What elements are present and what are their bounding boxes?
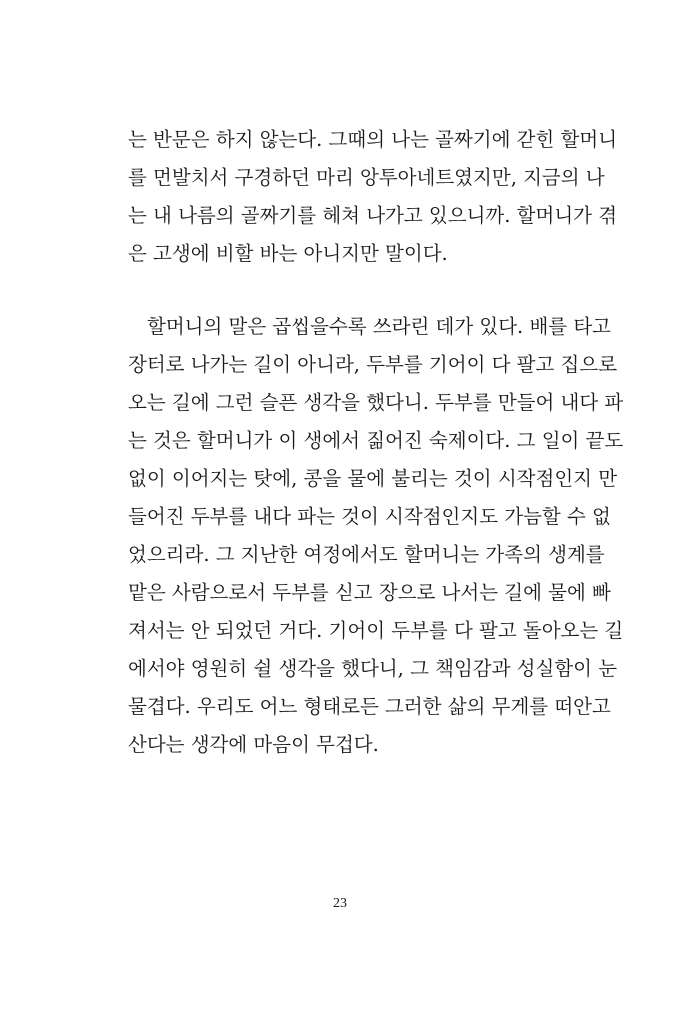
text-line: 져서는 안 되었던 거다. 기어이 두부를 다 팔고 돌아오는 길: [128, 619, 624, 642]
text-line: 없이 이어지는 탓에, 콩을 물에 불리는 것이 시작점인지 만: [128, 467, 618, 490]
text-line: 물겹다. 우리도 어느 형태로든 그러한 삶의 무게를 떠안고: [128, 695, 611, 718]
paragraph-2: [128, 308, 624, 764]
page-number: 23: [333, 896, 347, 911]
text-line: 장터로 나가는 길이 아니라, 두부를 기어이 다 팔고 집으로: [128, 353, 618, 376]
text-line: 산다는 생각에 마음이 무겁다.: [128, 733, 379, 756]
text-line: 를 먼발치서 구경하던 마리 앙투아네트였지만, 지금의 나: [128, 166, 605, 189]
text-line: 었으리라. 그 지난한 여정에서도 할머니는 가족의 생계를: [128, 543, 605, 566]
text-line: 는 반문은 하지 않는다. 그때의 나는 골짜기에 갇힌 할머니: [128, 128, 618, 151]
text-line: 오는 길에 그런 슬픈 생각을 했다니. 두부를 만들어 내다 파: [128, 391, 624, 414]
text-line: 에서야 영원히 쉴 생각을 했다니, 그 책임감과 성실함이 눈: [128, 657, 618, 680]
paragraph-1: [128, 121, 618, 273]
text-line: 은 고생에 비할 바는 아니지만 말이다.: [128, 242, 448, 265]
text-line: 는 것은 할머니가 이 생에서 짊어진 숙제이다. 그 일이 끝도: [128, 429, 624, 452]
text-line: 할머니의 말은 곱씹을수록 쓰라린 데가 있다. 배를 타고: [147, 315, 612, 338]
text-line: 들어진 두부를 내다 파는 것이 시작점인지도 가늠할 수 없: [128, 505, 611, 528]
text-line: 맡은 사람으로서 두부를 싣고 장으로 나서는 길에 물에 빠: [128, 581, 611, 604]
text-line: 는 내 나름의 골짜기를 헤쳐 나가고 있으니까. 할머니가 겪: [128, 204, 618, 227]
